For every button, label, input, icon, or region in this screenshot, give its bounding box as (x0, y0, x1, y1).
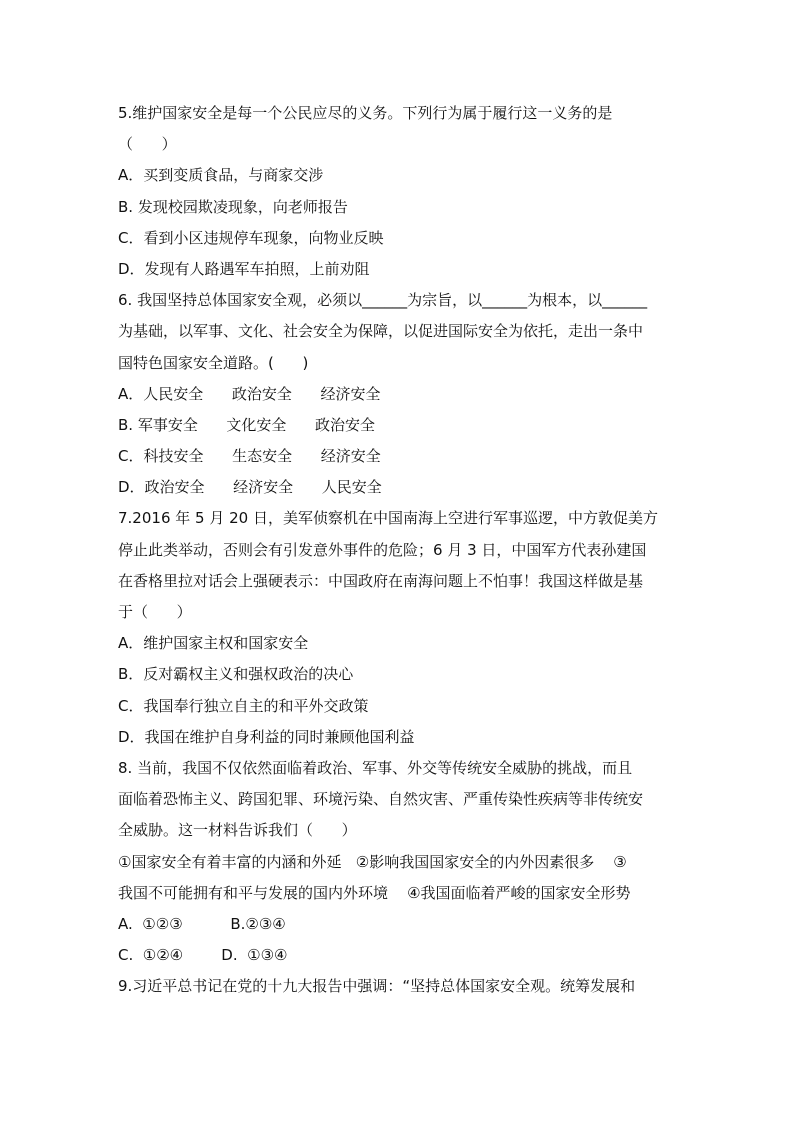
statement-list: ①国家安全有着丰富的内涵和外延 ②影响我国国家安全的内外因素很多 ③ (118, 852, 627, 871)
question-5 (118, 98, 678, 285)
option-a: A．买到变质食品，与商家交涉 (118, 166, 324, 185)
option-row: A. ①②③ B.②③④ (118, 914, 286, 933)
option-b: B. 军事安全 文化安全 政治安全 (118, 415, 376, 434)
question-6 (118, 285, 678, 503)
document-page (118, 98, 678, 1002)
question-stem: 5.维护国家安全是每一个公民应尽的义务。下列行为属于履行这一义务的是 (118, 104, 613, 122)
option-d: D．政治安全 经济安全 人民安全 (118, 478, 382, 497)
question-8 (118, 753, 678, 971)
question-stem: （ ） (118, 135, 177, 154)
option-a: A．维护国家主权和国家安全 (118, 634, 309, 653)
question-stem: 7.2016 年 5 月 20 日，美军侦察机在中国南海上空进行军事巡逻，中方敦促美方 (118, 509, 658, 528)
question-stem: 在香格里拉对话会上强硬表示：中国政府在南海问题上不怕事！我国这样做是基 (118, 571, 644, 590)
question-stem: 停止此类举动，否则会有引发意外事件的危险；6 月 3 日，中国军方代表孙建国 (118, 540, 647, 559)
question-9 (118, 971, 678, 1002)
option-b: B. 发现校园欺凌现象，向老师报告 (118, 197, 348, 216)
statement-list: 我国不可能拥有和平与发展的国内外环境 ④我国面临着严峻的国家安全形势 (118, 883, 631, 902)
question-stem: 全威胁。这一材料告诉我们（ ） (118, 821, 357, 840)
question-7 (118, 503, 678, 753)
option-d: D．发现有人路遇军车拍照，上前劝阻 (118, 259, 370, 278)
option-c: C．我国奉行独立自主的和平外交政策 (118, 696, 369, 715)
question-stem: 为基础，以军事、文化、社会安全为保障，以促进国际安全为依托，走出一条中 (118, 322, 644, 341)
option-d: D．我国在维护自身利益的同时兼顾他国利益 (118, 727, 415, 746)
question-stem: 8. 当前，我国不仅依然面临着政治、军事、外交等传统安全威胁的挑战，而且 (118, 758, 633, 777)
question-stem: 于（ ） (118, 603, 192, 621)
question-stem: 国特色国家安全道路。( ) (118, 353, 309, 372)
question-stem: 面临着恐怖主义、跨国犯罪、环境污染、自然灾害、严重传染性疾病等非传统安 (118, 790, 644, 809)
option-row: C. ①②④ D. ①③④ (118, 946, 288, 965)
option-a: A．人民安全 政治安全 经济安全 (118, 384, 381, 403)
option-c: C．科技安全 生态安全 经济安全 (118, 447, 381, 466)
question-stem: 9.习近平总书记在党的十九大报告中强调：“坚持总体国家安全观。统筹发展和 (118, 977, 636, 996)
option-c: C．看到小区违规停车现象，向物业反映 (118, 228, 384, 247)
option-b: B．反对霸权主义和强权政治的决心 (118, 665, 354, 684)
question-stem: 6. 我国坚持总体国家安全观，必须以______为宗旨，以______为根本，以______ (118, 291, 648, 310)
